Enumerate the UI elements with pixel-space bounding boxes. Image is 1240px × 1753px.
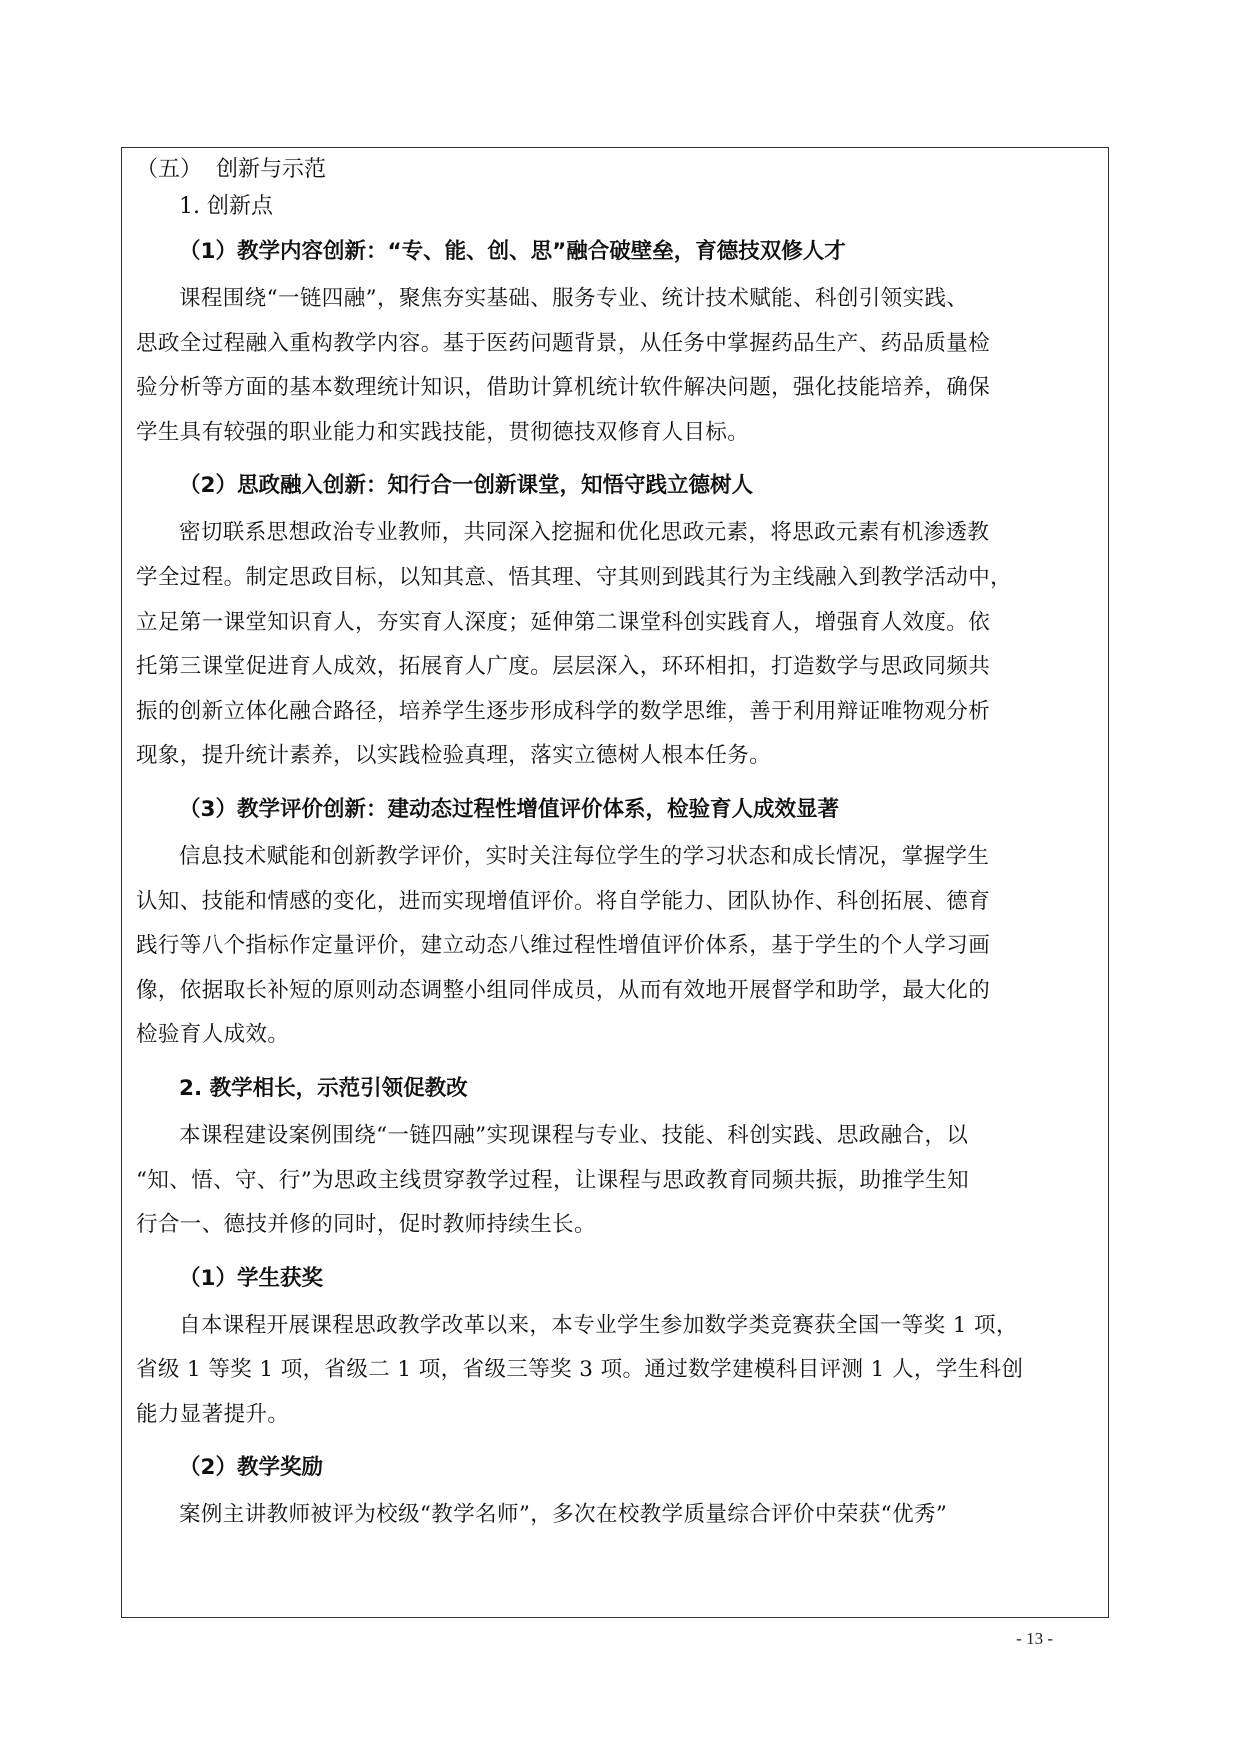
paragraph-line: 振的创新立体化融合路径，培养学生逐步形成科学的数学思维，善于利用辩证唯物观分析 [136,698,991,724]
document-frame [121,147,1109,1618]
paragraph-line: 托第三课堂促进育人成效，拓展育人广度。层层深入，环环相扣，打造数学与思政同频共 [136,654,991,680]
heading-ideology-innovation: （2）思政融入创新：知行合一创新课堂，知悟守践立德树人 [179,473,753,499]
paragraph-line: 检验育人成效。 [136,1022,290,1048]
paragraph-line: 学全过程。制定思政目标，以知其意、悟其理、守其则到践其行为主线融入到教学活动中， [136,564,1013,590]
paragraph-line: 认知、技能和情感的变化，进而实现增值评价。将自学能力、团队协作、科创拓展、德育 [136,888,991,914]
paragraph-line: 思政全过程融入重构教学内容。基于医药问题背景，从任务中掌握药品生产、药品质量检 [136,330,991,356]
document-content [136,153,1096,1538]
section-title: 创新与示范 [216,157,327,182]
paragraph-line: 本课程建设案例围绕“一链四融”实现课程与专业、技能、科创实践、思政融合，以 [179,1122,969,1148]
paragraph-line: 课程围绕“一链四融”，聚焦夯实基础、服务专业、统计技术赋能、科创引领实践、 [179,286,969,311]
paragraph-line: 能力显著提升。 [136,1401,290,1427]
paragraph-teaching-demo [136,1114,1096,1248]
paragraph-line: 信息技术赋能和创新教学评价，实时关注每位学生的学习状态和成长情况，掌握学生 [179,843,990,869]
paragraph-teaching-awards [136,1493,1096,1538]
heading-content-innovation: （1）教学内容创新：“专、能、创、思”融合破壁垒，育德技双修人才 [179,239,846,264]
paragraph-line: 验分析等方面的基本数理统计知识，借助计算机统计软件解决问题，强化技能培养，确保 [136,375,991,401]
paragraph-line: 践行等八个指标作定量评价，建立动态八维过程性增值评价体系，基于学生的个人学习画 [136,933,991,959]
heading-evaluation-innovation: （3）教学评价创新：建动态过程性增值评价体系，检验育人成效显著 [179,796,839,822]
paragraph-content-innovation [136,277,1096,455]
section-number: （五） [136,157,203,182]
paragraph-ideology-innovation [136,511,1096,779]
paragraph-line: 自本课程开展课程思政教学改革以来，本专业学生参加数学类竞赛获全国一等奖 1 项， [179,1312,1018,1338]
paragraph-line: 行合一、德技并修的同时，促时教师持续生长。 [136,1212,596,1238]
paragraph-line: 现象，提升统计素养，以实践检验真理，落实立德树人根本任务。 [136,743,772,769]
section-heading [136,153,1096,187]
heading-teaching-demo: 2. 教学相长，示范引领促教改 [179,1075,468,1101]
paragraph-line: 案例主讲教师被评为校级“教学名师”，多次在校教学质量综合评价中荣获“优秀” [179,1502,948,1528]
paragraph-evaluation-innovation [136,835,1096,1058]
heading-student-awards: （1）学生获奖 [179,1265,323,1291]
page-number: - 13 - [1016,1629,1053,1648]
heading-teaching-awards: （2）教学奖励 [179,1455,323,1481]
paragraph-line: 密切联系思想政治专业教师，共同深入挖掘和优化思政元素，将思政元素有机渗透教 [179,520,990,546]
paragraph-line: 省级 1 等奖 1 项，省级二 1 项，省级三等奖 3 项。通过数学建模科目评测 1 人，学生科创 [136,1357,1024,1383]
sub-heading-innovation-points: 1. 创新点 [179,194,273,219]
paragraph-line: “知、悟、守、行”为思政主线贯穿教学过程，让课程与思政教育同频共振，助推学生知 [136,1167,970,1193]
paragraph-student-awards [136,1304,1096,1438]
paragraph-line: 学生具有较强的职业能力和实践技能，贯彻德技双修育人目标。 [136,419,750,445]
paragraph-line: 立足第一课堂知识育人，夯实育人深度；延伸第二课堂科创实践育人，增强育人效度。依 [136,609,991,635]
paragraph-line: 像，依据取长补短的原则动态调整小组同伴成员，从而有效地开展督学和助学，最大化的 [136,977,991,1003]
